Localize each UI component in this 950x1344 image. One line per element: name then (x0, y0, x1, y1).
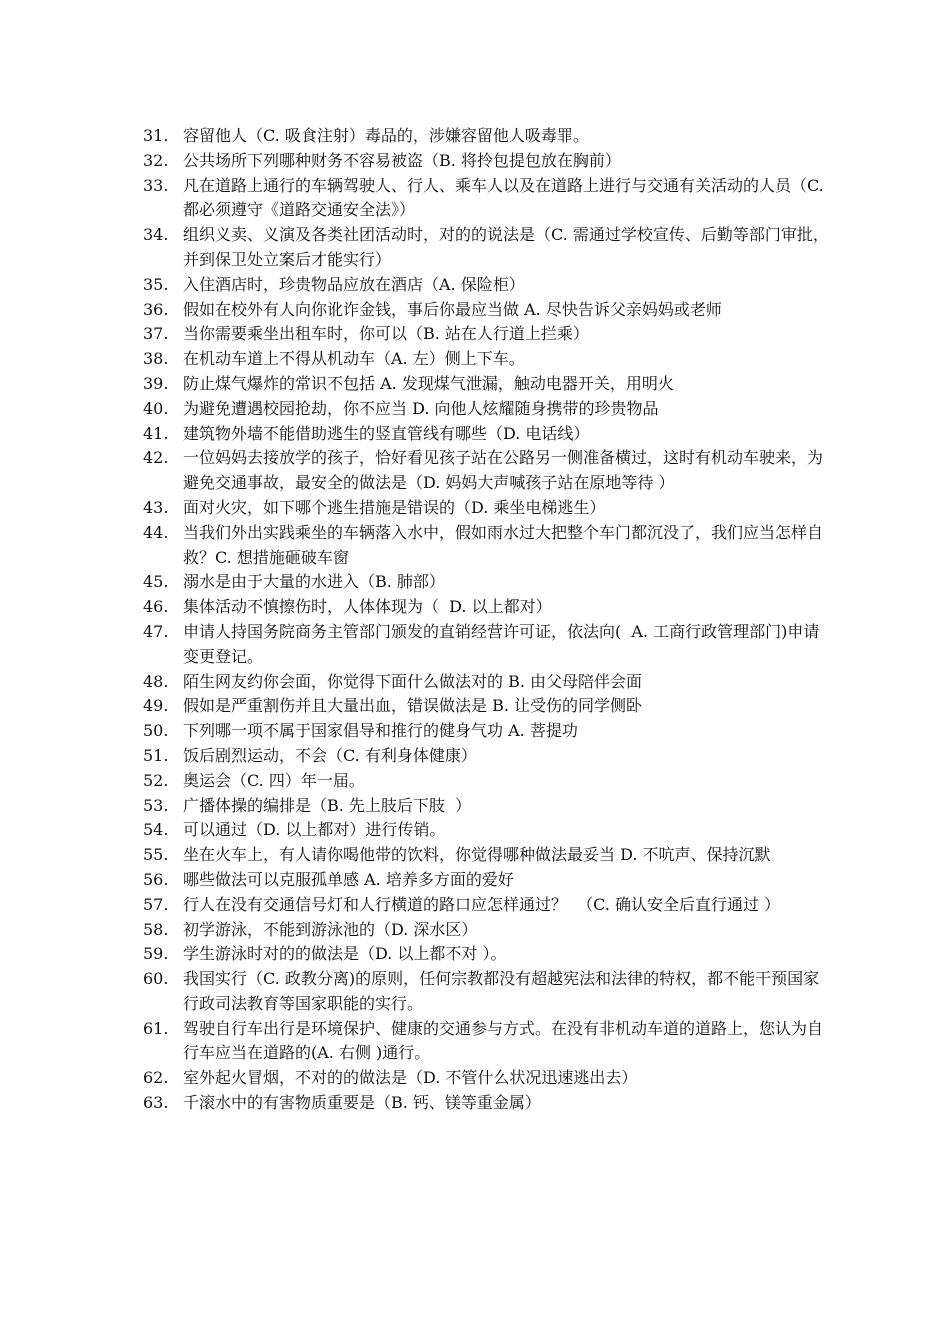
question-text: 假如是严重割伤并且大量出血，错误做法是 B. 让受伤的同学侧卧 (183, 696, 643, 716)
question-item (143, 620, 833, 670)
question-text: 当我们外出实践乘坐的车辆落入水中，假如雨水过大把整个车门都沉没了，我们应当怎样自救？C. 想措施砸破车窗 (183, 522, 824, 567)
question-text: 我国实行（C. 政教分离)的原则，任何宗教都没有超越宪法和法律的特权，都不能干预国家行政司法教育等国家职能的实行。 (183, 969, 820, 1013)
question-item (143, 496, 833, 521)
question-text: 容留他人（C. 吸食注射）毒品的，涉嫌容留他人吸毒罪。 (183, 126, 589, 145)
question-text: 面对火灾，如下哪个逃生措施是错误的（D. 乘坐电梯逃生） (183, 497, 606, 517)
question-text: 学生游泳时对的的做法是（D. 以上都不对 ）。 (183, 944, 507, 964)
question-item (143, 372, 833, 397)
question-item (143, 769, 833, 794)
question-number: 63. (143, 1093, 169, 1113)
question-text: 入住酒店时，珍贵物品应放在酒店（A. 保险柜） (183, 274, 525, 294)
question-text: 假如在校外有人向你讹诈金钱，事后你最应当做 A. 尽快告诉父亲妈妈或老师 (183, 299, 722, 319)
question-text: 室外起火冒烟，不对的的做法是（D. 不管什么状况迅速逃出去） (183, 1068, 638, 1088)
question-item (143, 149, 833, 174)
question-text: 奥运会（C. 四）年一届。 (183, 770, 365, 790)
question-number: 55. (143, 845, 169, 865)
question-number: 40. (143, 398, 169, 418)
question-item (143, 918, 833, 943)
question-item (143, 868, 833, 893)
question-number: 43. (143, 497, 169, 517)
question-text: 为避免遭遇校园抢劫，你不应当 D. 向他人炫耀随身携带的珍贵物品 (183, 398, 659, 418)
question-item (143, 422, 833, 447)
question-number: 44. (143, 522, 169, 542)
question-text: 在机动车道上不得从机动车（A. 左）侧上下车。 (183, 349, 525, 369)
question-text: 可以通过（D. 以上都对）进行传销。 (183, 820, 446, 840)
question-item (143, 570, 833, 595)
question-list (143, 124, 833, 1116)
question-text: 千滚水中的有害物质重要是（B. 钙、镁等重金属） (183, 1093, 541, 1113)
question-number: 41. (143, 423, 169, 443)
question-text: 建筑物外墙不能借助逃生的竖直管线有哪些（D. 电话线） (183, 423, 590, 443)
question-text: 凡在道路上通行的车辆驾驶人、行人、乘车人以及在道路上进行与交通有关活动的人员（C. 都必须遵守《道路交通安全法》） (183, 175, 829, 220)
question-item (143, 273, 833, 298)
question-number: 34. (143, 225, 169, 245)
question-item (143, 298, 833, 323)
question-item (143, 893, 833, 918)
question-number: 38. (143, 349, 169, 369)
question-item (143, 223, 833, 273)
question-number: 53. (143, 795, 169, 815)
question-item (143, 1066, 833, 1091)
question-number: 31. (143, 126, 169, 145)
question-number: 36. (143, 299, 169, 319)
question-item (143, 794, 833, 819)
question-text: 集体活动不慎擦伤时，人体体现为（ D. 以上都对） (183, 597, 552, 617)
question-item (143, 670, 833, 695)
question-number: 42. (143, 448, 169, 468)
question-item (143, 818, 833, 843)
question-number: 33. (143, 175, 169, 195)
question-item (143, 942, 833, 967)
question-item (143, 843, 833, 868)
question-text: 陌生网友约你会面，你觉得下面什么做法对的 B. 由父母陪伴会面 (183, 671, 643, 691)
question-number: 50. (143, 721, 169, 741)
question-number: 37. (143, 324, 169, 344)
question-number: 46. (143, 597, 169, 617)
question-number: 49. (143, 696, 169, 716)
question-text: 坐在火车上，有人请你喝他带的饮料，你觉得哪种做法最妥当 D. 不吭声、保持沉默 (183, 845, 771, 865)
question-number: 58. (143, 919, 169, 939)
question-number: 59. (143, 944, 169, 964)
question-text: 溺水是由于大量的水进入（B. 肺部） (183, 572, 445, 592)
question-text: 申请人持国务院商务主管部门颁发的直销经营许可证，依法向( A. 工商行政管理部门)申请变更登记。 (183, 621, 820, 666)
question-number: 35. (143, 274, 169, 294)
question-item (143, 744, 833, 769)
question-number: 54. (143, 820, 169, 840)
question-item (143, 322, 833, 347)
question-item (143, 719, 833, 744)
question-text: 当你需要乘坐出租车时，你可以（B. 站在人行道上拦乘） (183, 324, 589, 344)
question-item (143, 967, 833, 1017)
question-text: 驾驶自行车出行是环境保护、健康的交通参与方式。在没有非机动车道的道路上，您认为自行车应当在道路的(A. 右侧 )通行。 (183, 1018, 824, 1063)
question-item (143, 446, 833, 496)
question-number: 57. (143, 894, 169, 914)
question-text: 防止煤气爆炸的常识不包括 A. 发现煤气泄漏，触动电器开关，用明火 (183, 373, 674, 393)
question-number: 61. (143, 1018, 169, 1038)
question-text: 公共场所下列哪种财务不容易被盗（B. 将拎包提包放在胸前） (183, 150, 621, 170)
question-number: 56. (143, 869, 169, 889)
question-text: 哪些做法可以克服孤单感 A. 培养多方面的爱好 (183, 869, 514, 889)
question-item (143, 397, 833, 422)
question-text: 饭后剧烈运动，不会（C. 有利身体健康） (183, 745, 477, 765)
question-text: 初学游泳，不能到游泳池的（D. 深水区） (183, 919, 478, 939)
question-item (143, 694, 833, 719)
question-item (143, 1017, 833, 1067)
question-number: 52. (143, 770, 169, 790)
question-number: 51. (143, 745, 169, 765)
question-text: 一位妈妈去接放学的孩子，恰好看见孩子站在公路另一侧准备横过，这时有机动车驶来，为避免交通事故，最安全的做法是（D. 妈妈大声喊孩子站在原地等待 ） (183, 448, 824, 493)
question-number: 48. (143, 671, 169, 691)
question-item (143, 347, 833, 372)
question-item (143, 124, 833, 149)
question-number: 32. (143, 150, 169, 170)
question-item (143, 521, 833, 571)
question-text: 广播体操的编排是（B. 先上肢后下肢 ） (183, 795, 472, 815)
question-number: 45. (143, 572, 169, 592)
question-text: 行人在没有交通信号灯和人行横道的路口应怎样通过？ （C. 确认安全后直行通过 ） (183, 894, 781, 914)
question-number: 47. (143, 621, 169, 641)
question-number: 60. (143, 969, 169, 989)
question-item (143, 174, 833, 224)
question-text: 下列哪一项不属于国家倡导和推行的健身气功 A. 菩提功 (183, 721, 578, 741)
question-number: 62. (143, 1068, 169, 1088)
question-number: 39. (143, 373, 169, 393)
question-item (143, 1091, 833, 1116)
question-item (143, 595, 833, 620)
question-text: 组织义卖、义演及各类社团活动时，对的的说法是（C. 需通过学校宣传、后勤等部门审批，并到保卫处立案后才能实行） (183, 225, 829, 269)
